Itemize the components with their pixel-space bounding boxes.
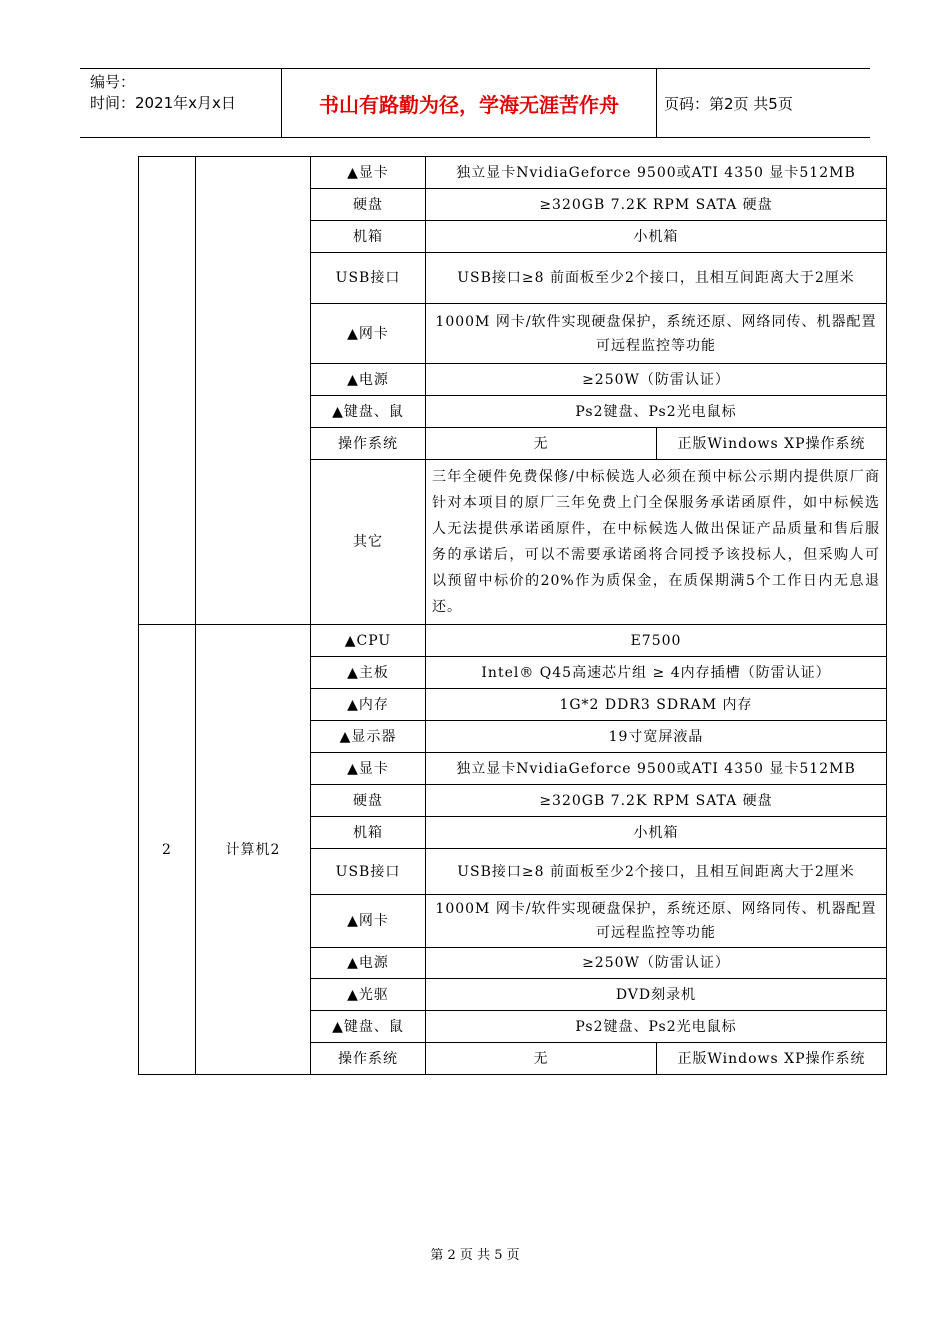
spec-value: ≥320GB 7.2K RPM SATA 硬盘: [426, 785, 887, 817]
page-header: [80, 68, 870, 138]
spec-name: ▲内存: [311, 689, 426, 721]
spec-name: 操作系统: [311, 428, 426, 460]
spec-name: ▲键盘、鼠: [311, 1011, 426, 1043]
spec-table: [138, 156, 887, 1075]
spec-value: Ps2键盘、Ps2光电鼠标: [426, 396, 887, 428]
doc-code-label: 编号：: [90, 73, 136, 91]
os-option-none: 无: [426, 428, 657, 460]
spec-value: 小机箱: [426, 221, 887, 253]
spec-value: ≥250W（防雷认证）: [426, 364, 887, 396]
spec-name: 其它: [311, 460, 426, 625]
spec-name: ▲CPU: [311, 625, 426, 657]
spec-value: Ps2键盘、Ps2光电鼠标: [426, 1011, 887, 1043]
spec-name: 硬盘: [311, 785, 426, 817]
spec-name: ▲网卡: [311, 304, 426, 364]
spec-name: ▲键盘、鼠: [311, 396, 426, 428]
spec-value: USB接口≥8 前面板至少2个接口，且相互间距离大于2厘米: [426, 253, 887, 304]
item-name-cell: [196, 157, 311, 625]
spec-name: 硬盘: [311, 189, 426, 221]
spec-name: ▲电源: [311, 364, 426, 396]
spec-value: ≥250W（防雷认证）: [426, 948, 887, 979]
spec-value: 独立显卡NvidiaGeforce 9500或ATI 4350 显卡512MB: [426, 157, 887, 189]
item-number-cell: [139, 157, 196, 625]
spec-name: ▲电源: [311, 948, 426, 979]
spec-name: ▲显卡: [311, 753, 426, 785]
spec-value: 1000M 网卡/软件实现硬盘保护，系统还原、网络同传、机器配置可远程监控等功能: [426, 895, 887, 948]
os-option-windows: 正版Windows XP操作系统: [657, 428, 887, 460]
header-page-info: 页码：第2页 共5页: [664, 94, 793, 113]
spec-name: ▲光驱: [311, 979, 426, 1011]
os-option-windows: 正版Windows XP操作系统: [657, 1043, 887, 1075]
spec-name: ▲主板: [311, 657, 426, 689]
header-motto: 书山有路勤为径，学海无涯苦作舟: [319, 92, 619, 117]
spec-value: 1G*2 DDR3 SDRAM 内存: [426, 689, 887, 721]
spec-value: E7500: [426, 625, 887, 657]
spec-name: USB接口: [311, 253, 426, 304]
spec-value: 小机箱: [426, 817, 887, 849]
item-number-cell: 2: [139, 625, 196, 1075]
spec-value: Intel® Q45高速芯片组 ≥ 4内存插槽（防雷认证）: [426, 657, 887, 689]
spec-name: ▲网卡: [311, 895, 426, 948]
header-meta: [90, 72, 280, 114]
page-footer: 第 2 页 共 5 页: [430, 1248, 520, 1263]
spec-value: ≥320GB 7.2K RPM SATA 硬盘: [426, 189, 887, 221]
spec-value: 19寸宽屏液晶: [426, 721, 887, 753]
table-row: [139, 625, 887, 657]
spec-value: 1000M 网卡/软件实现硬盘保护，系统还原、网络同传、机器配置可远程监控等功能: [426, 304, 887, 364]
doc-date: 时间：2021年x月x日: [90, 94, 236, 112]
spec-value: 独立显卡NvidiaGeforce 9500或ATI 4350 显卡512MB: [426, 753, 887, 785]
spec-name: ▲显示器: [311, 721, 426, 753]
spec-value: DVD刻录机: [426, 979, 887, 1011]
warranty-text: 三年全硬件免费保修/中标候选人必须在预中标公示期内提供原厂商针对本项目的原厂三年免费上门全保服务承诺函原件，如中标候选人无法提供承诺函原件，在中标候选人做出保证产品质量和售后服务的承诺后，可以不需要承诺函将合同授予该投标人，但采购人可以预留中标价的20%作为质保金，在质保期满5个工作日内无息退还。: [426, 460, 887, 625]
spec-value: USB接口≥8 前面板至少2个接口，且相互间距离大于2厘米: [426, 849, 887, 895]
spec-name: 机箱: [311, 221, 426, 253]
spec-name: USB接口: [311, 849, 426, 895]
spec-name: 操作系统: [311, 1043, 426, 1075]
spec-name: ▲显卡: [311, 157, 426, 189]
os-option-none: 无: [426, 1043, 657, 1075]
header-divider: [656, 69, 657, 137]
spec-name: 机箱: [311, 817, 426, 849]
item-name-cell: 计算机2: [196, 625, 311, 1075]
table-row: [139, 157, 887, 189]
